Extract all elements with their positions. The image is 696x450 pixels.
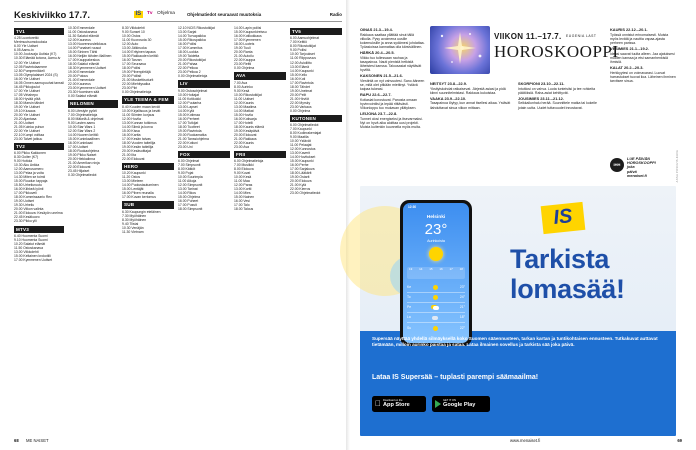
channel-heading: HERO — [122, 163, 174, 170]
promo-text: LUE PÄIVÄN HOROSKOOPPI joka päivä menaiset.fi — [627, 157, 656, 178]
sign-text: Viikko tuo tullessaan rauhaa ja tasapainoa. Nauti pienistä hetkistä läheistesi kanssa. Talousasiat näyttävät hyviltä. — [360, 55, 422, 73]
horoscope-author: EUGENIA LAST — [566, 34, 597, 38]
left-page-number: 68 — [14, 438, 19, 443]
horoscope-column-far-right — [610, 26, 676, 156]
forecast-temp: 24° — [459, 295, 465, 300]
tv-column-2 — [68, 26, 118, 434]
is-logo: IS — [135, 11, 142, 17]
tv-column-1 — [14, 26, 64, 434]
ad-body: Supersää näyttää yhdellä silmäyksellä koko Suomen sääennusteen, tarkan kartan ja tuntikohtaisen ennusteen. Tutkakuvat auttavat tietämään, milloin aurinko paistaa ja sataa. Lataa ilmainen sovellus ja tarkista sää joka päivä. — [372, 336, 658, 347]
forecast-day: Pe — [407, 305, 412, 310]
channel-listing: 14.00 Lapin poliisi 15.00 Kaupunkireissu 16.00 Kotikokkaus 17.00 Kymmenen 18.00 Luoteis 19.00 Tuuli 20.00 Ranta 21.00 Autoilu 22.00 Kauppa 23.00 Reitti 0.00 Ohjelma — [234, 26, 267, 71]
forecast-row — [407, 283, 465, 293]
sign-heading: LEIJONA 23.7.–22.8. — [360, 111, 398, 117]
hourly-item: 13 — [409, 267, 413, 271]
hourly-item: 18 — [459, 267, 463, 271]
sign-heading: KALAT 20.2.–20.3. — [610, 64, 644, 70]
sign-text: Tasapainoa löytyy, kun annat itsellesi aikaa. Ystävät ilahduttavat sinua viikon mittaan. — [430, 101, 511, 110]
stars-icon — [430, 26, 490, 74]
forecast-row — [407, 303, 465, 313]
sign-heading: OINAS 21.3.–19.4. — [360, 27, 393, 32]
promo-logo — [610, 158, 624, 172]
left-page-magazine: ME NAISET — [26, 438, 49, 443]
supersaa-ad[interactable] — [360, 186, 676, 436]
forecast-day: Su — [407, 325, 412, 330]
phone-sun-icon — [429, 247, 443, 261]
channel-heading: YLE TEEMA & FEM — [122, 96, 174, 103]
tv-column-6 — [290, 26, 342, 434]
hourly-item: 14 — [419, 267, 423, 271]
ad-is-logo-text: IS — [552, 205, 574, 230]
app-store-label — [377, 398, 410, 408]
channel-heading: FOX — [178, 151, 230, 158]
channel-listing: 6.00 Pikku Kakkonen 8.30 Goiter (K7) 9.00 Hoitola 10.30 Aku Ankka 12.00 Aamusomero 13.00 Pelaa ja voita 14.30 Miten se toimii 15.00 Ruudun tappaja 15.50 Urheiluruutu 16.00 Kiihkeä lyönti 17.00 Pikkuveli 18.00 Kommissaario Rex 19.00 Uutiset 19.30 Urheilu 20.00 Viikon valinta 21.00 Elokuva: Kesäyön unelma 22.45 Kesäkuoro 23.30 Pikku ylli — [14, 151, 63, 224]
forecast-day: La — [407, 315, 411, 320]
side-vertical-credit: ANNA POSIO/IS-KUVA — [676, 150, 679, 183]
sign-heading: SKORPIONI 23.10.–22.11. — [518, 81, 565, 86]
day-title: Keskiviikko 17.7. — [14, 10, 91, 21]
app-store-badge[interactable] — [372, 396, 426, 412]
phone-desc: Aurinkoista — [427, 239, 445, 243]
section-word: Ohjelma — [157, 11, 175, 16]
channel-heading: TV2 — [14, 143, 64, 150]
hourly-item: 16 — [439, 267, 443, 271]
sign-text: Seikkailunhalu herää. Suunnittele matka tai kokeile jotain uutta. Uudet tuttavuudet innostavat. — [518, 101, 597, 110]
apple-icon — [375, 399, 381, 408]
hourly-item: 17 — [449, 267, 453, 271]
forecast-temp: 23° — [459, 285, 465, 290]
sun-icon — [433, 295, 438, 300]
google-play-badge[interactable] — [432, 396, 490, 412]
sign-text: Herkkyytesi on voimavarasi. Luovat harrastukset tuovat iloa. Läheinen ihminen tarvitsee sinua. — [610, 70, 676, 83]
tv-column-5 — [234, 26, 286, 434]
forecast-row — [407, 313, 465, 323]
horoscope-column-mid — [430, 80, 512, 184]
google-play-label — [443, 400, 475, 408]
sign-text: Viestintä on nyt vahvuutesi. Sano ääneen se, mitä olet pitkään miettinyt. Ystävä kaipaa tukeasi. — [360, 78, 425, 92]
phone-mockup — [400, 200, 472, 346]
sign-text: Intuitiosi on vahva. Luota tunteisiisi ja tee rohkeita päätöksiä. Raha-asiat kehittyvät. — [518, 86, 596, 95]
horoscope-promo[interactable] — [610, 156, 678, 178]
channel-listing: 6.00 Ohjelmatietoja 7.00 Musiikki 8.00 Elokuva 9.00 Kuvat 10.00 Kesä 11.00 Maa 12.00 Paras 13.00 Kortti 14.00 Mies 15.00 Nainen 16.00 Vesi 17.00 Talo 18.00 Talous — [234, 159, 264, 212]
sign-text: Työssä onnistut erinomaisesti. Muista myös levätä ja nauttia vapaa-ajasta perheen parissa. — [610, 32, 669, 45]
channel-listing: 9.00 Ostosohjelmat 10.00 Hoitajat 11.00 Kotikokki 12.00 Puutarha 13.00 Lapset 14.00 Kylä 15.00 Kotimaa 16.00 Perheet 17.00 Tutkijat 18.00 Tuotteet 19.00 Ravintola 20.00 Ruokamatka 21.00 Tanssiohjelma 22.00 Kotiuni 23.00 Uni — [178, 88, 209, 149]
app-store-small: Download on the — [377, 398, 397, 402]
header-tagline: Ohjelmatiedot seuraavat muutoksia — [187, 11, 262, 17]
sign-text: Tunnet olosi energiseksi ja itsevarmaksi. Nyt on hyvä aika aloittaa uusi projekti. Muista kuitenkin kuunnella myös muita. — [360, 116, 423, 130]
sign-text: Kotiasiat korostuvat. Panosta omaan hyvinvointiisi ja lepää riittävästi. Viikonloppu tuo mukavan yllätyksen. — [360, 97, 418, 111]
channel-heading: KUTONEN — [290, 115, 342, 122]
sign-heading: VAAKA 23.9.–22.10. — [430, 95, 467, 101]
channel-label: Radio — [329, 11, 342, 17]
sign-text: Rakkaus saattaa yllättää sinut tällä viikolla. Pysy avoimena uusille kokemuksille ja anna sydämesi johdattaa. Työasioissa kannattaa olla kärsivällinen. — [360, 32, 425, 49]
sign-text: Yksityiskohdat ratkaisevat. Järjestä asiasi ja pidä kiinni suunnitelmistasi. Rakkaus kukoistaa. — [430, 86, 506, 95]
sun-icon — [433, 285, 438, 290]
tv-column-4 — [178, 26, 230, 434]
channel-listing: 10.30 Emmerdale 11.00 Ostoskanava 11.30 Salatut elämät 12.00 Kauneus 13.00 Nuorennosleikkaus 14.00 Punaiset ruusut 15.00 Sininen Tähti 16.00 Neljän tähden illallinen 17.00 Kauppakeskus 18.00 Salatut elämät 18.30 Kymmenen Uutiset 19.00 Emmerdale 20.00 Putous 21.00 Emmerdale 22.00 Kauneus 23.00 Kymmenen Uutiset 23.30 Huomisen sää 0.00 Salatut elämät — [68, 26, 112, 99]
promo-logo-text: IHH — [613, 161, 621, 167]
ad-headline-2: lomasää! — [510, 274, 625, 304]
forecast-row — [407, 323, 465, 333]
sign-heading: RAPU 22.6.–22.7. — [360, 92, 392, 98]
right-page-url: www.menaiset.fi — [510, 438, 541, 443]
channel-heading: AVA — [234, 72, 286, 79]
rain-icon — [432, 316, 438, 320]
sun-icon — [433, 326, 438, 331]
phone-hourly — [407, 267, 465, 279]
channel-listing: 12.10 NCIS Rikostutkijat 13.00 Sarjat 14.00 Turvapaikka 15.00 Rikospaikka 16.00 Poliisi 17.00 Kummitus 18.00 Luokka 19.00 Taidetta 20.00 Rikostutkijat 21.00 Pahaa 22.00 Pelkoa 23.00 Pelkoa 2 0.00 Ohjelmatietoja — [178, 26, 215, 79]
forecast-row — [407, 293, 465, 303]
sign-heading: NEITSYT 23.8.–22.9. — [430, 81, 467, 86]
right-page-number: 69 — [677, 438, 682, 443]
forecast-temp: 18° — [459, 315, 465, 320]
app-store-text: App Store — [377, 401, 404, 408]
channel-listing: 6.30 Kaupungin eteläinen 7.30 Myöhäinen 8.30 Myöhäinen 9.40 Tiistai 10.30 Venäjän 11.30 Vietnam — [122, 209, 161, 234]
phone-screen — [403, 203, 469, 343]
forecast-temp: 21° — [459, 305, 465, 310]
sign-heading: VESIMIES 21.1.–19.2. — [610, 45, 649, 51]
channel-listing: 6.40 Huomenta Suomi 9.10 Huomenta Suomi 10.20 Salatut elämät 11.50 Ostoskanava 13.00 Viikkolehti 15.00 Keltainen krokotiili 17.00 Kymmenen Uutiset — [14, 233, 53, 262]
channel-listing: 10.20 Kaupunki 11.20 Ostos 13.00 Mieleen 14.00 Puolustautuminen 15.00 Lentäjät 16.00 Pilven reunalla 17.00 Kuvan kertomus — [122, 171, 159, 200]
section-label: Tv — [147, 11, 153, 16]
google-play-icon — [435, 400, 441, 408]
channel-heading: LIV — [178, 80, 230, 87]
horoscope-illustration — [430, 26, 490, 74]
channel-heading: NELONEN — [68, 100, 118, 107]
horoscope-title: HOROSKOOPPI — [494, 42, 619, 61]
ad-is-logo — [541, 202, 586, 234]
sign-heading: KAURIS 22.12.–20.1. — [610, 27, 648, 32]
horoscope-column-right — [518, 80, 604, 184]
ad-cta: Lataa IS Supersää – tuplasti parempi säämaailma! — [372, 374, 539, 381]
phone-status: 12:30 — [408, 205, 417, 209]
channel-listing: 8.40 Kuuden maan kevät 10.00 Kirjallisuus ja kevät 11.00 Silmien korjaus 12.00 Huvila 13.00 Kunnan tutkimus 14.00 Silmä ja korva 15.00 Kissa 16.00 Kartta 17.00 Kesän taivas 18.00 Vuoden taiteilija 19.00 Kesän taiteilija 20.00 Kesäsoittajat 21.00 Ilta 22.00 Elokuvat — [122, 104, 161, 161]
channel-listing: 7.00 Ava 8.00 Aurinko 9.00 Kesä 10.00 Rikostutkijat 11.00 Uutiset 12.00 Kaunis 13.00 Maailma 14.00 Matkat 15.00 Huvila 16.00 Kotisarja 17.00 Hotelli 18.00 Kaunis elämä 19.00 Kesäpäivä 20.00 Elokuvat 21.00 Rakkaus 22.00 Kaunis 23.00 Ava — [234, 80, 264, 149]
forecast-day: To — [407, 295, 411, 300]
channel-heading: MTV3 — [14, 226, 64, 233]
channel-heading: SUB — [122, 201, 174, 208]
right-page — [350, 0, 696, 450]
forecast-day: Ke — [407, 285, 412, 290]
channel-heading: TV1 — [14, 28, 64, 35]
channel-heading: TV5 — [290, 28, 342, 35]
forecast-temp: 22° — [459, 325, 465, 330]
ad-headline-1: Tarkista — [510, 244, 610, 274]
channel-listing: 6.00 Lifestyle pyörii 7.00 Ohjelmatietoja 8.00 Mäkelä & ohjelmat 9.00 Lasten aamu 10.00 Star Wars 1 12.00 Star Wars 2 14.00 Nuoren keittiö 15.00 Kuninkaallinen 16.00 Kuninkaat 17.00 Uutiset 18.00 Ruokaohjelma 19.00 Pikku Naiset 20.00 Hiekkalinna 21.00 Amerikan ninja 22.00 Elokuvat 23.45 Hiljaiset 0.30 Ohjelmatiedot — [68, 108, 104, 177]
sign-heading: JOUSIMIES 23.11.–21.12. — [518, 95, 564, 101]
google-play-text: Google Play — [443, 401, 476, 408]
left-page-header — [14, 9, 342, 22]
partly-cloudy-icon — [433, 306, 439, 310]
phone-temp: 23° — [424, 221, 448, 238]
sign-heading: KAKSONEN 21.5.–21.6. — [360, 73, 403, 79]
channel-listing: 6.00 Ohjelmatiedot 7.00 Kaupunki 8.00 Kodinrakentajat 9.00 Maatila 10.00 Ystävät 11.00 Pelaajat 12.00 Kunnostus 13.00 Kaverit 14.00 Huvitukset 15.00 Kaupunki 16.00 Perhe 17.00 Sarjakuva 18.00 Lääkärit 19.00 Ostarit 20.00 Elokuva 21.00 Kylä 22.00 Kierros 23.00 Ohjelmatiedot — [290, 123, 322, 196]
phone-city: Helsinki — [426, 215, 446, 220]
channel-heading: FRII — [234, 151, 286, 158]
tv-column-3 — [122, 26, 174, 434]
phone-forecast — [407, 283, 465, 333]
sign-text: Ideasi saavat tuulta alleen. Jaa ajatuksesi muiden kanssa ja etsi samanhenkisiä ihmisiä. — [610, 51, 675, 64]
google-play-small: GET IT ON — [443, 398, 456, 402]
sign-heading: HÄRKÄ 20.4.–20.5. — [360, 50, 395, 56]
channel-listing: 6.00 Ohjelmat 7.00 Simpsonit 8.00 Kätköt 9.00 Pojat 10.00 Suurimpia 11.00 Aikoja 12.00 Simpsonit 13.00 Tarinat 14.00 Rikos 15.00 Ohjelma 16.00 Puheet 17.00 Pussit 18.00 Simpsonit — [178, 159, 203, 212]
horoscope-column-left — [360, 26, 426, 182]
hourly-item: 15 — [429, 267, 433, 271]
channel-listing: 4.25 Luontoretki: Merimuutsomolouksia 6.00 Yle Uutiset 6.05 Aamu-tv 10.00 Jouluvaja Uutisia (K7) 10.30 Elämää kotona, Aamu-tv 12.00 Yle Uutiset 12.05 Ravintolaamme 12.50 Pumpernikkeli 13.05 Olympialaiset 2024 (S) 16.00 Yle Uutiset 16.05 Onnen aamupuuhat tanssii 16.45 Pikkujoulut 17.00 Yle Uutiset 17.05 Virtahepo 18.00 Hyvää yötä 18.30 Marsin tähdet 19.00 Yle Uutiset 19.10 Kiusaus 20.00 Yle Uutiset 20.20 Ajantasa 21.00 Uutiset 21.05 Kuinka puhun 22.00 Yle Uutiset 22.10 Kumpi voittaa 23.00 Talvet jatkuu — [14, 36, 64, 141]
channel-listing: 8.30 Viikkolehti 9.00 Sunset 10 10.00 Ostos 11.00 Kuorosota 30 12.00 Auto 13.00 Jälkiruoka 14.00 Erityinen tapaus 15.00 Rakkauden keittiö 16.00 Tarzan 17.00 Seuraava 18.00 Poliisi 19.00 Pilvenpiirtäjä 20.00 Poliisit 21.00 Muskettisoturit 22.00 Miehitysaika 23.00 Piiri 0.00 Ohjelmatietoja — [122, 26, 159, 95]
channel-listing: 6.00 Aamuohjelmat 7.00 Keittiö 8.00 Rikostutkijat 9.00 Poliisi 10.00 Tarjoukset 11.00 Riippuvuus 12.00 Avioliitto 13.00 Elämä 14.00 Kaupunki 15.00 Kello 16.00 Koti 17.00 Ravintola 18.00 Tähdet 19.00 Unelmat 20.00 Pelit 21.00 Hirviöt 22.00 Myrsky 23.00 Varkaus 0.00 Ohjelma — [290, 36, 320, 113]
horoscope-dates: VIIKON 11.–17.7. — [494, 32, 562, 41]
